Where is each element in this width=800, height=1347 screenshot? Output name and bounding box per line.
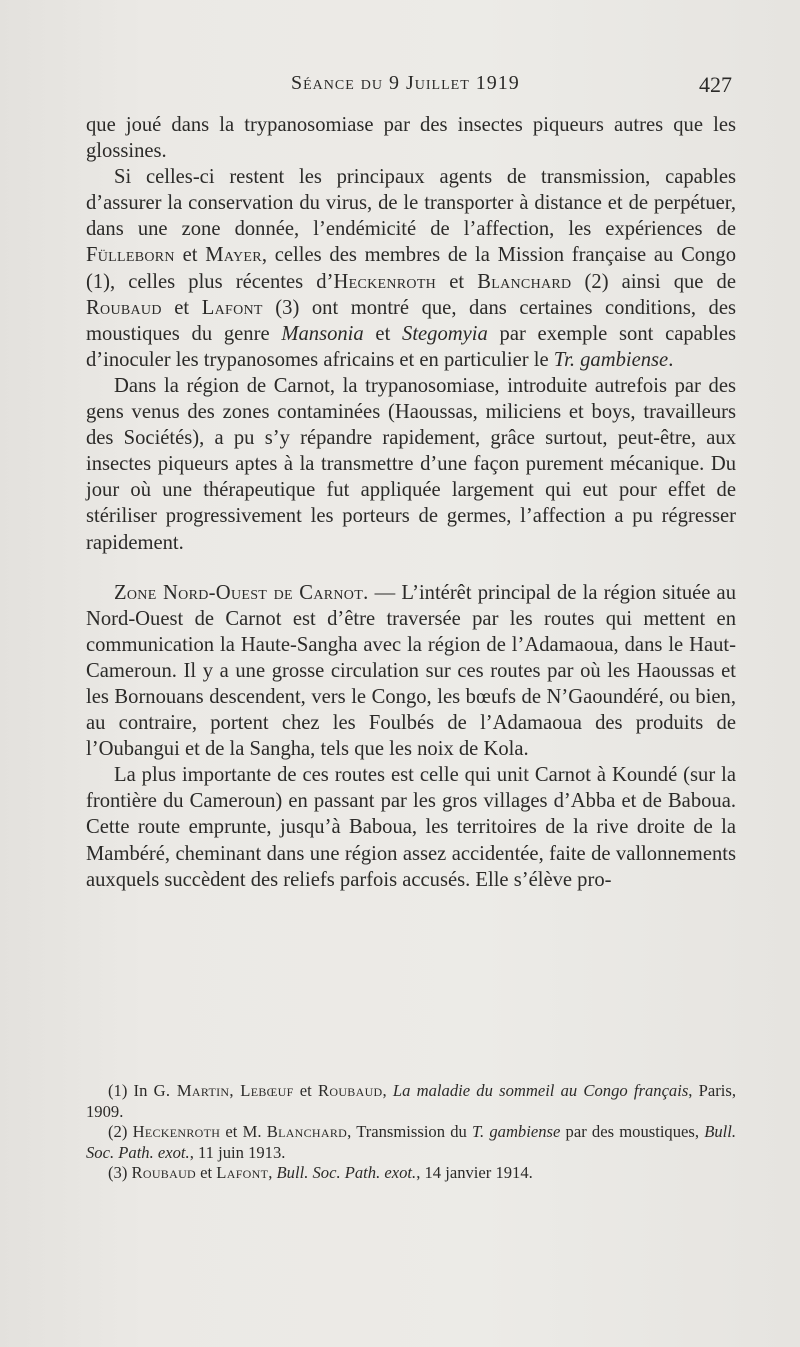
text-run: par des moustiques, — [560, 1122, 705, 1141]
footnote-3 — [86, 1163, 736, 1184]
footnote-1 — [86, 1081, 736, 1122]
paragraph-route: La plus importante de ces routes est celle qui unit Carnot à Koundé (sur la frontière du Cameroun) en passant par les gros villages d’Abba et de Baboua. Cette route emprunte, jusqu’à Baboua, les territoires de la rive droite de la Mambéré, cheminant dans une région assez accidentée, faite de vallonnements auxquels succèdent des reliefs parfois accusés. Elle s’élève pro- — [86, 764, 736, 891]
journal-title: Bull. Soc. Path. exot. — [276, 1163, 417, 1182]
journal-title: Bull. Soc. Path. exot. — [86, 1122, 737, 1162]
text-run: et — [436, 270, 478, 293]
running-head: Séance du 9 Juillet 1919 — [291, 72, 520, 94]
text-run: (1) In — [108, 1081, 154, 1100]
text-run: (2) ainsi que de — [571, 270, 736, 293]
text-run: , — [382, 1081, 393, 1100]
author-name: Heckenroth — [132, 1122, 221, 1141]
paragraph-transmission — [86, 164, 736, 373]
author-name: Roubaud — [86, 296, 162, 319]
text-run: et — [293, 1081, 318, 1100]
text-run: et — [174, 244, 206, 267]
text-run: (3) ont montré que, dans certaines conditions, des moustiques du genre — [86, 296, 736, 345]
text-run: , 14 janvier 1914. — [416, 1163, 533, 1182]
text-run: , Transmission du — [347, 1122, 473, 1141]
author-name: Roubaud — [131, 1163, 197, 1182]
paragraph-carnot-region: Dans la région de Carnot, la trypanosomiase, introduite autrefois par des gens venus des zones contaminées (Haoussas, miliciens et boys, travailleurs des Sociétés), a pu s’y répandre rapidement, grâce surtout, peut-être, aux insectes piqueurs aptes à la transmettre d’une façon purement mécanique. Du jour où une thérapeutique fut appliquée largement qui eut pour effet de stériliser progressivement les porteurs de germes, l’affection a pu régresser rapidement. — [86, 374, 736, 554]
genus-name: Stegomyia — [402, 322, 488, 345]
author-name: Heckenroth — [333, 270, 437, 293]
text-run: , 11 juin 1913. — [189, 1142, 286, 1162]
text-run: — L’intérêt principal de la région située au Nord-Ouest de Carnot est d’être traversée par les routes qui mettent en communication la Haute-Sangha avec la région de l’Adamaoua, dans le Haut-Cameroun. Il y a une grosse circulation sur ces routes par où les Haoussas et les Bornouans descendent, vers le Congo, les bœufs de N’Gaoundéré, ou bien, au contraire, portent chez les Foulbés de l’Adamaoua des produits de l’Oubangui et de la Sangha, tels que les noix de Kola. — [86, 581, 736, 761]
author-name: Fülleborn — [86, 244, 175, 267]
author-name: Blanchard — [477, 270, 572, 293]
text-run: , Paris, 1909. — [86, 1081, 736, 1121]
text-run: . — [668, 348, 674, 371]
paragraph-continuation: que joué dans la trypanosomiase par des insectes piqueurs autres que les glossines. — [86, 114, 736, 163]
text-run: par exemple sont capables d’inoculer les trypanosomes africains et en particulier le — [86, 322, 736, 371]
text-run: , celles des membres de la Mission française au Congo (1), celles plus récentes d’ — [86, 244, 736, 293]
author-name: Lafont — [201, 296, 263, 319]
text-run: et — [196, 1163, 217, 1182]
text-run: et — [363, 322, 403, 345]
author-name: Mayer — [205, 244, 262, 267]
species-name: T. gambiense — [472, 1122, 561, 1141]
section-heading: Zone Nord-Ouest de Carnot. — [114, 581, 369, 604]
text-run: et M. — [220, 1122, 267, 1141]
page-number: 427 — [699, 72, 732, 97]
text-run: , — [268, 1163, 277, 1182]
work-title: La maladie du sommeil au Congo français — [392, 1081, 689, 1100]
author-name: Blanchard — [266, 1122, 348, 1141]
author-name: G. Martin, Lebœuf — [153, 1081, 294, 1100]
author-name: Lafont — [216, 1163, 269, 1182]
footnotes — [86, 1081, 736, 1184]
species-name: Tr. gambiense — [553, 348, 669, 371]
text-run: Si celles-ci restent les principaux agents de transmission, capables d’assurer la conservation du virus, de le transporter à distance et de perpétuer, dans une zone donnée, l’endémicité de l’affection, les expériences de — [86, 166, 736, 241]
genus-name: Mansonia — [281, 322, 364, 345]
text-run: (3) — [108, 1163, 132, 1182]
main-text — [86, 112, 736, 893]
page-header — [86, 72, 736, 102]
footnote-2 — [86, 1122, 736, 1163]
paragraph-zone-nord-ouest — [86, 580, 736, 763]
text-run: (2) — [108, 1122, 133, 1141]
text-run: et — [161, 296, 202, 319]
section-spacer — [86, 556, 736, 580]
author-name: Roubaud — [318, 1081, 383, 1100]
